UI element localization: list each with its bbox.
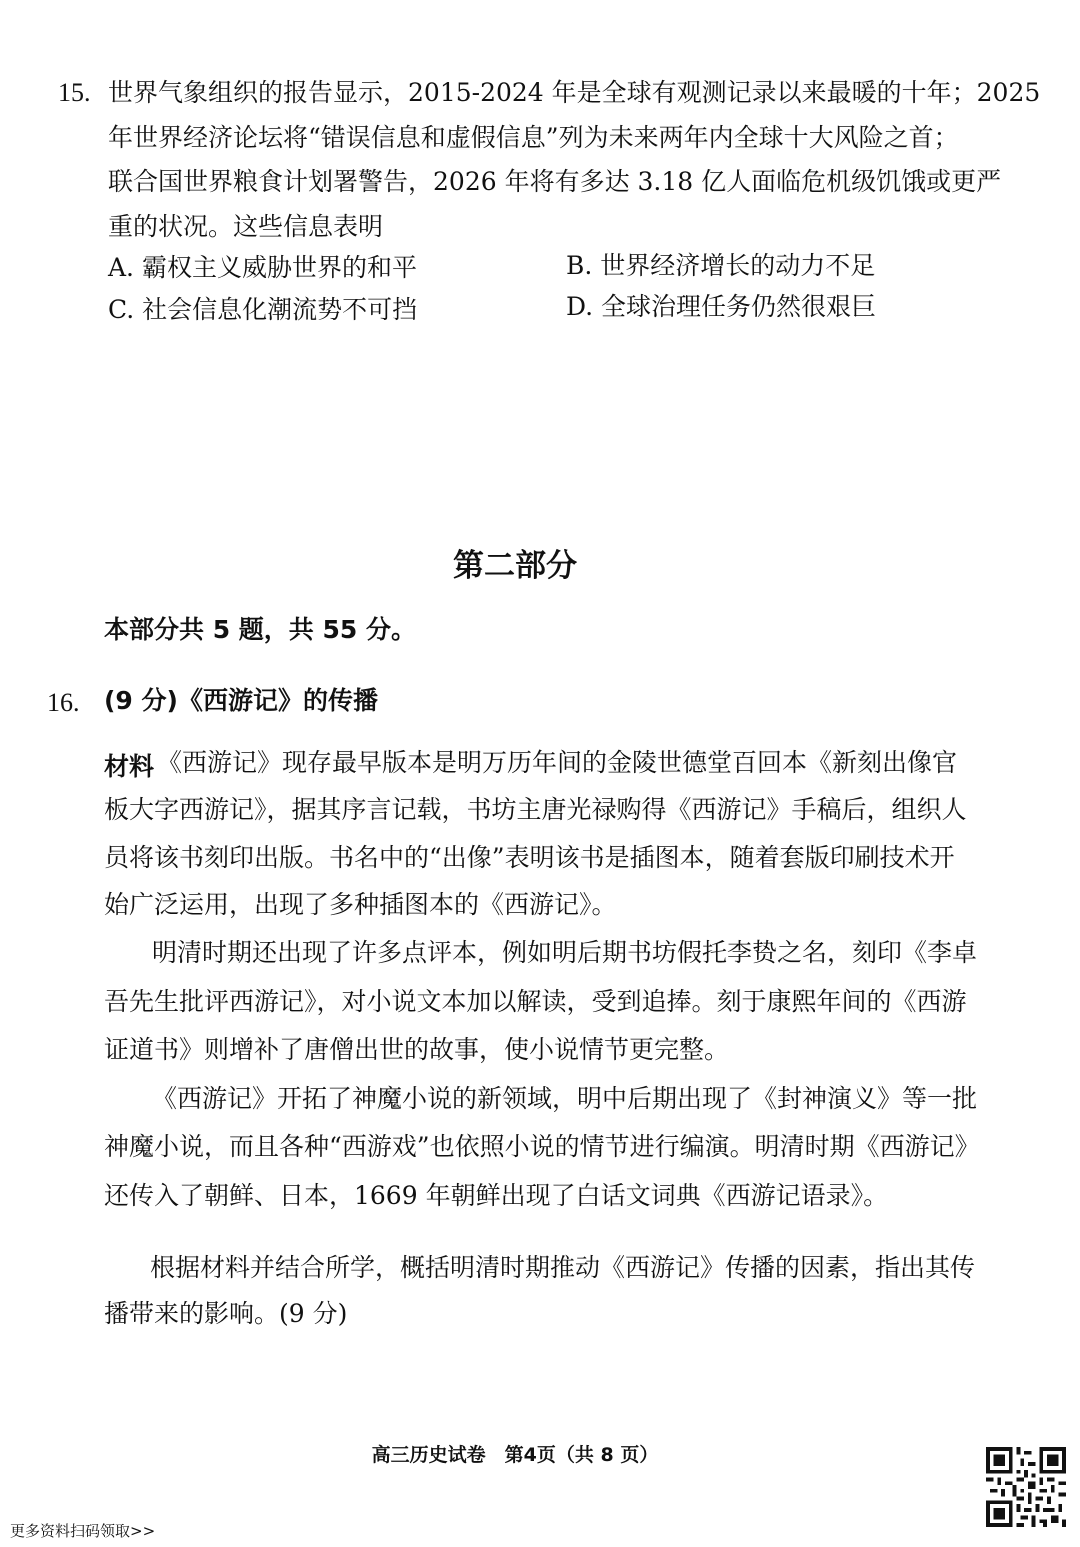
question-15-number: 15. [58,78,91,107]
material-paragraph-1-line-3: 员将该书刻印出版。书名中的“出像”表明该书是插图本，随着套版印刷技术开 [104,843,955,872]
question-15-stem-line-2: 年世界经济论坛将“错误信息和虚假信息”列为未来两年内全球十大风险之首； [108,123,959,152]
qr-code-icon[interactable] [986,1447,1066,1527]
material-paragraph-3-line-2: 神魔小说，而且各种“西游戏”也依照小说的情节进行编演。明清时期《西游记》 [104,1132,980,1161]
question-15-stem-line-4: 重的状况。这些信息表明 [108,212,384,241]
material-paragraph-1-line-2: 板大字西游记》，据其序言记载，书坊主唐光禄购得《西游记》手稿后，组织人 [104,795,967,824]
material-paragraph-2-line-3: 证道书》则增补了唐僧出世的故事，使小说情节更完整。 [104,1035,730,1064]
part-two-heading: 第二部分 [453,548,577,584]
question-15-stem-line-1: 世界气象组织的报告显示，2015-2024 年是全球有观测记录以来最暖的十年；2025 [108,78,1041,107]
question-15-option-a: A. 霸权主义威胁世界的和平 [108,253,417,282]
question-16-title: (9 分)《西游记》的传播 [104,686,378,715]
material-paragraph-3-line-3: 还传入了朝鲜、日本，1669 年朝鲜出现了白话文词典《西游记语录》。 [104,1181,889,1210]
material-paragraph-3-line-1: 《西游记》开拓了神魔小说的新领域，明中后期出现了《封神演义》等一批 [152,1084,978,1113]
scan-for-more-note: 更多资料扫码领取>> [10,1522,156,1540]
question-16-number: 16. [47,688,80,717]
question-15-option-d: D. 全球治理任务仍然很艰巨 [566,292,877,321]
material-label: 材料 [104,752,155,781]
question-15-option-c: C. 社会信息化潮流势不可挡 [108,295,418,324]
question-15-option-b: B. 世界经济增长的动力不足 [566,251,876,280]
material-paragraph-1-line-1: 《西游记》现存最早版本是明万历年间的金陵世德堂百回本《新刻出像官 [157,748,958,777]
question-15-stem-line-3: 联合国世界粮食计划署警告，2026 年将有多达 3.18 亿人面临危机级饥饿或更严 [108,167,1002,196]
material-paragraph-1-line-4: 始广泛运用，出现了多种插图本的《西游记》。 [104,890,617,919]
part-two-intro: 本部分共 5 题，共 55 分。 [104,615,417,644]
question-16-prompt-line-1: 根据材料并结合所学，概括明清时期推动《西游记》传播的因素，指出其传 [150,1253,976,1282]
question-16-prompt-line-2: 播带来的影响。(9 分) [104,1299,348,1328]
material-paragraph-2-line-1: 明清时期还出现了许多点评本，例如明后期书坊假托李贽之名，刻印《李卓 [152,938,978,967]
page-footer: 高三历史试卷 第4页（共 8 页） [371,1444,659,1466]
material-paragraph-2-line-2: 吾先生批评西游记》，对小说文本加以解读，受到追捧。刻于康熙年间的《西游 [104,987,967,1016]
